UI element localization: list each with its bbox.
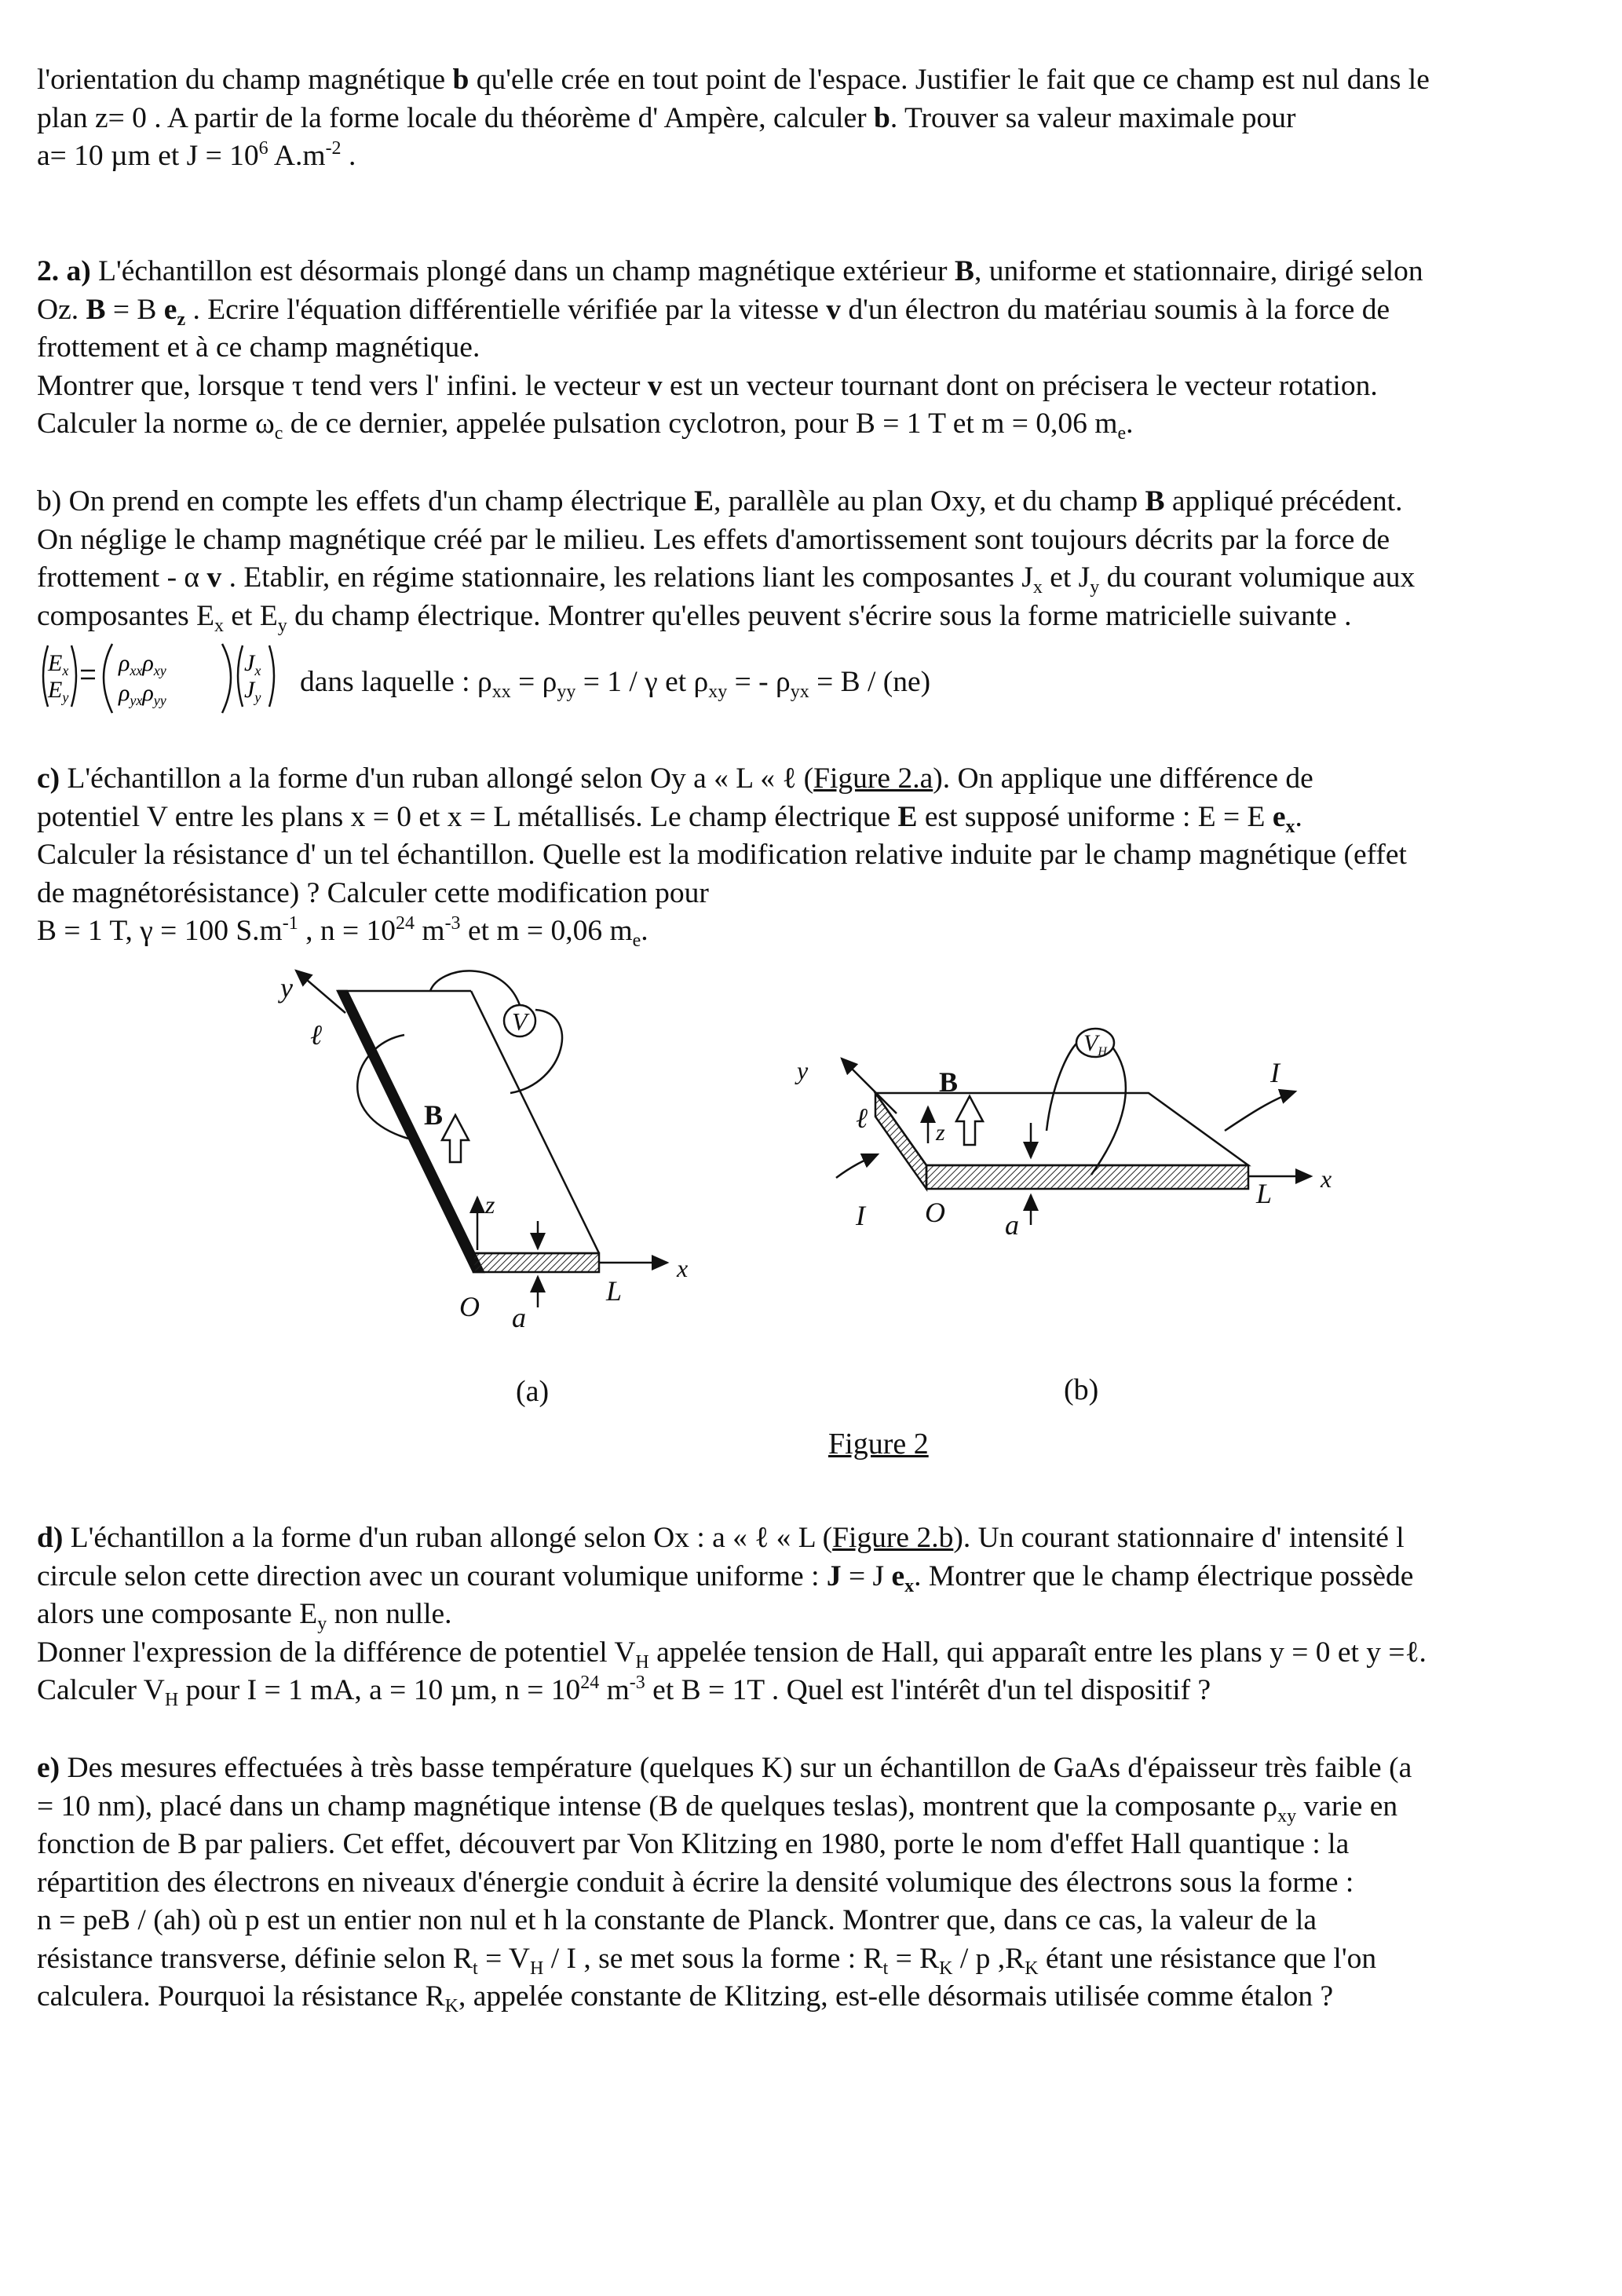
figure-2-title: Figure 2: [828, 1428, 929, 1461]
matrix-description: dans laquelle : $\rho_{xx} = \rho_{yy} = 1 / \gamma$ et $\rho_{xy}$ = - $\rho_{yx} = B / (ne)$: [300, 666, 931, 702]
text-line: alors une composante $E_y$ non nulle.: [37, 1598, 452, 1634]
text-line: calculera. Pourquoi la résistance $R_K$, appelée constante de Klitzing, est-elle désormais utilisée comme étalon ?: [37, 1980, 1334, 2016]
fig-a-a-label: a: [512, 1302, 526, 1333]
fig-a-b-label: B: [424, 1099, 444, 1131]
svg-text:Ey: $E_y$: [48, 677, 69, 705]
text-line: plan z= 0 . A partir de la forme locale du théorème d' Ampère, calculer b. Trouver sa valeur maximale pour: [37, 101, 1296, 134]
text-line: a= 10 µm et $J = 10^6$ $A.m^{-2}$ .: [37, 138, 356, 172]
matrix-equation: [37, 641, 1599, 719]
fig-a-voltmeter-label: V: [512, 1007, 528, 1036]
fig-b-a-label: a: [1005, 1209, 1019, 1241]
fig-b-z-label: z: [936, 1120, 945, 1146]
text-line: circule selon cette direction avec un courant volumique uniforme : J = J $e_x$. Montrer que le champ électrique possède: [37, 1559, 1414, 1596]
fig-b-b-label: B: [939, 1066, 959, 1098]
fig-a-x-label: x: [677, 1254, 689, 1282]
text-line: On néglige le champ magnétique créé par le milieu. Les effets d'amortissement sont toujours décrits par la force de: [37, 523, 1390, 556]
text-line: potentiel V entre les plans x = 0 et x = L métallisés. Le champ électrique E est supposé uniforme : E = E $e_x$.: [37, 800, 1302, 837]
fig-a-origin-label: O: [459, 1291, 480, 1322]
text-line: b) On prend en compte les effets d'un champ électrique E, parallèle au plan Oxy, et du champ B appliqué précédent.: [37, 485, 1403, 517]
text-line: Calculer la résistance d' un tel échantillon. Quelle est la modification relative induite par le champ magnétique (effet: [37, 839, 1407, 871]
fig-b-y-label: y: [797, 1056, 809, 1084]
figure-2b-caption: (b): [1064, 1373, 1099, 1406]
fig-a-y-label: y: [280, 972, 293, 1004]
text-line: 2. a) L'échantillon est désormais plongé dans un champ magnétique extérieur B, uniforme et stationnaire, dirigé selon: [37, 255, 1423, 287]
fig-b-current-out-label: I: [1270, 1057, 1280, 1088]
text-line: c) L'échantillon a la forme d'un ruban allongé selon Oy a « L « ℓ (Figure 2.a). On applique une différence de: [37, 762, 1313, 795]
text-line: e) Des mesures effectuées à très basse température (quelques K) sur un échantillon de GaAs d'épaisseur très faible (a: [37, 1752, 1412, 1784]
svg-text:Jy: $J_y$: [244, 677, 261, 705]
text-line: de magnétorésistance) ? Calculer cette modification pour: [37, 876, 709, 909]
fig-b-ell-label: ℓ: [856, 1102, 868, 1134]
question-2e: [37, 1749, 1599, 2016]
fig-b-current-in-label: I: [856, 1200, 865, 1231]
figure-2: [0, 966, 1622, 1468]
fig-a-z-label: z: [485, 1190, 495, 1219]
fig-b-l-label: L: [1256, 1178, 1273, 1209]
text-line: l'orientation du champ magnétique b qu'elle crée en tout point de l'espace. Justifier le fait que ce champ est nul dans le: [37, 64, 1430, 96]
fig-b-hall-voltmeter-label: $V_H$: [1083, 1030, 1107, 1058]
text-line: fonction de B par paliers. Cet effet, découvert par Von Klitzing en 1980, porte le nom d'effet Hall quantique : la: [37, 1828, 1350, 1860]
question-2a: [37, 253, 1599, 444]
question-2c: [37, 760, 1599, 951]
figure-2b-link[interactable]: Figure 2.b: [832, 1522, 954, 1554]
fig-a-l-label: L: [606, 1275, 623, 1307]
svg-text:ρxxρxy: $\rho_{xx}\rho_{xy}$: [119, 650, 166, 678]
text-line: Montrer que, lorsque τ tend vers l' infini. le vecteur v est un vecteur tournant dont on précisera le vecteur rotation.: [37, 369, 1378, 402]
text-line: B = 1 T, γ = 100 $S.m^{-1}$ , $n = 10^{24}$ $m^{-3}$ et m = 0,06 $m_e$.: [37, 913, 648, 951]
fig-a-ell-label: ℓ: [310, 1019, 322, 1051]
text-line: n = peB / (ah) où p est un entier non nul et h la constante de Planck. Montrer que, dans ce cas, la valeur de la: [37, 1904, 1317, 1936]
matrix-e: E: [48, 650, 63, 676]
text-line: Calculer $V_H$ pour I = 1 mA, a = 10 µm, $n = 10^{24}$ $m^{-3}$ et B = 1T . Quel est l'intérêt d'un tel dispositif ?: [37, 1673, 1211, 1710]
text-line: = 10 nm), placé dans un champ magnétique intense (B de quelques teslas), montrent que la composante $\rho_{xy}$ varie en: [37, 1790, 1398, 1826]
figure-2b-diagram: [836, 1029, 1311, 1225]
intro-paragraph: [37, 61, 1599, 176]
svg-text:Jx: $J_x$: [244, 650, 261, 678]
text-line: résistance transverse, définie selon $R_t = V_H / I$ , se met sous la forme : $R_t = R_K / p$ $,R_K$ étant une résistance que l'on: [37, 1942, 1377, 1979]
figure-2a-diagram: [279, 971, 667, 1307]
text-line: Donner l'expression de la différence de potentiel $V_H$ appelée tension de Hall, qui apparaît entre les plans y = 0 et y =ℓ.: [37, 1636, 1427, 1673]
question-2b: [37, 483, 1599, 635]
text-line: frottement - α v . Etablir, en régime stationnaire, les relations liant les composantes $J_x$ et $J_y$ du courant volumique aux: [37, 561, 1416, 598]
figure-2a-caption: (a): [516, 1375, 550, 1408]
text-line: Calculer la norme $\omega_c$ de ce dernier, appelée pulsation cyclotron, pour B = 1 T et m = 0,06 $m_e$.: [37, 408, 1134, 444]
text-line: composantes $E_x$ et $E_y$ du champ électrique. Montrer qu'elles peuvent s'écrire sous la forme matricielle suivante .: [37, 599, 1352, 636]
figure-2a-link[interactable]: Figure 2.a: [813, 762, 933, 795]
text-line: frottement et à ce champ magnétique.: [37, 331, 480, 364]
text-line: d) L'échantillon a la forme d'un ruban allongé selon Ox : a « ℓ « L (Figure 2.b). Un courant stationnaire d' intensité l: [37, 1522, 1405, 1554]
svg-text:ρyxρyy: $\rho_{yx}\rho_{yy}$: [119, 680, 166, 708]
text-line: répartition des électrons en niveaux d'énergie conduit à écrire la densité volumique des électrons sous la forme :: [37, 1866, 1354, 1899]
fig-b-x-label: x: [1321, 1164, 1332, 1193]
svg-text:Ex: $E_x$: [48, 650, 69, 678]
question-2d: [37, 1519, 1599, 1710]
fig-b-origin-label: O: [925, 1197, 945, 1228]
matrix-formula: [37, 641, 296, 719]
text-line: Oz. B = B $e_z$ . Ecrire l'équation différentielle vérifiée par la vitesse v d'un électron du matériau soumis à la force de: [37, 293, 1390, 330]
